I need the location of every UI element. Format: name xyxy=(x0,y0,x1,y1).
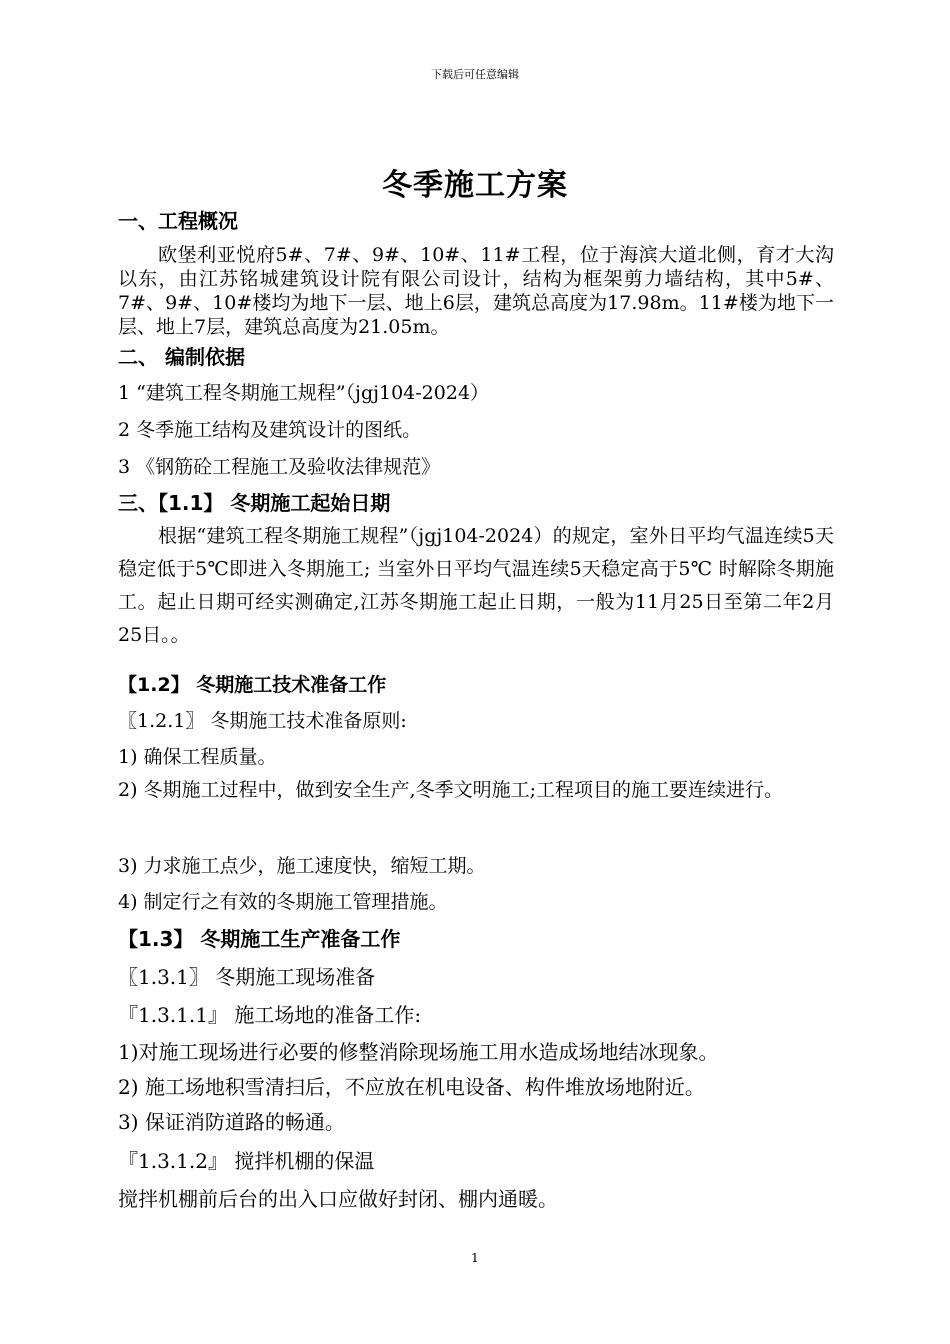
document-title: 冬季施工方案 xyxy=(382,168,568,203)
section-heading-overview: 一、工程概况 xyxy=(118,209,238,233)
section-heading-tech-prep: 【1.2】 冬期施工技术准备工作 xyxy=(118,674,387,696)
section-heading-start-date: 三、【1.1】 冬期施工起始日期 xyxy=(118,491,391,515)
basis-item-1: 1 “建筑工程冬期施工规程”（jgj104-2024） xyxy=(118,382,490,404)
tech-prep-item-4: 4) 制定行之有效的冬期施工管理措施。 xyxy=(118,891,448,913)
site-prep-item-3: 3) 保证消防道路的畅通。 xyxy=(118,1110,345,1134)
section-heading-basis: 二、 编制依据 xyxy=(118,345,245,369)
subsection-1-3-1-2: 『1.3.1.2』 搅拌机棚的保温 xyxy=(118,1149,375,1173)
page-number: 1 xyxy=(471,1251,479,1265)
basis-item-2: 2 冬季施工结构及建筑设计的图纸。 xyxy=(118,419,422,441)
section-heading-prod-prep: 【1.3】 冬期施工生产准备工作 xyxy=(118,927,401,951)
subsection-1-3-1-1: 『1.3.1.1』 施工场地的准备工作: xyxy=(118,1003,422,1027)
page-header: 下载后可任意编辑 xyxy=(431,68,519,81)
tech-prep-item-2: 2) 冬期施工过程中，做到安全生产,冬季文明施工;工程项目的施工要连续进行。 xyxy=(118,779,783,801)
section-start-date-body: 根据“建筑工程冬期施工规程”（jgj104-2024）的规定，室外日平均气温连续5天稳定低于5℃即进入冬期施工; 当室外日平均气温连续5天稳定高于5℃ 时解除冬期施工。起止日期可经实测确定,江苏冬期施工起止日期，一般为11月25日至第二年2月25日。。 xyxy=(118,525,834,646)
subsection-1-3-1: 〖1.3.1〗 冬期施工现场准备 xyxy=(118,965,376,989)
section-overview-body: 欧堡利亚悦府5#、7#、9#、10#、11#工程，位于海滨大道北侧，育才大沟以东，由江苏铭城建筑设计院有限公司设计，结构为框架剪力墙结构，其中5#、7#、9#、10#楼均为地下一层、地上6层，建筑总高度为17.98m。11#楼为地下一层、地上7层，建筑总高度为21.05m。 xyxy=(118,244,834,338)
basis-item-3: 3 《钢筋砼工程施工及验收法律规范》 xyxy=(118,456,441,478)
tech-prep-item-1: 1) 确保工程质量。 xyxy=(118,746,277,768)
subsection-1-2-1: 〖1.2.1〗 冬期施工技术准备原则: xyxy=(118,710,407,732)
mixer-shed-body: 搅拌机棚前后台的出入口应做好封闭、棚内通暖。 xyxy=(118,1187,558,1211)
site-prep-item-1: 1)对施工现场进行必要的修整消除现场施工用水造成场地结冰现象。 xyxy=(118,1040,719,1064)
tech-prep-item-3: 3) 力求施工点少，施工速度快，缩短工期。 xyxy=(118,855,486,877)
site-prep-item-2: 2) 施工场地积雪清扫后，不应放在机电设备、构件堆放场地附近。 xyxy=(118,1075,705,1099)
